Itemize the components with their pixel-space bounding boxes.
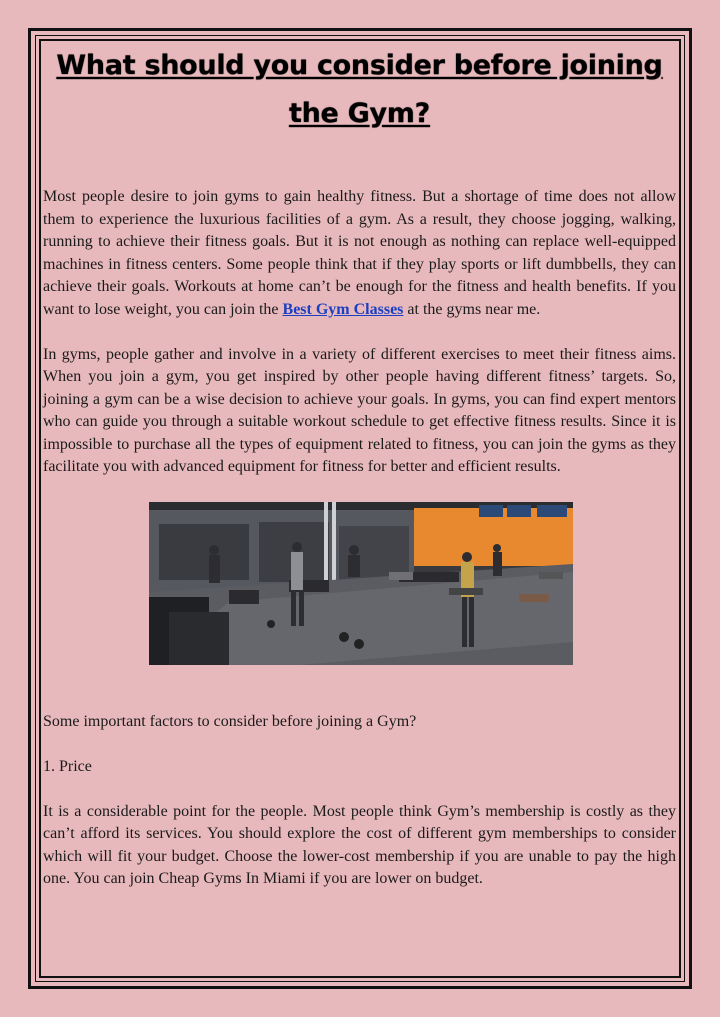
intro-text-end: at the gyms near me. [407, 300, 541, 318]
document-content [43, 42, 676, 891]
page-title: What should you consider before joining the Gym? [56, 50, 663, 129]
factor-price-heading: 1. Price [43, 757, 92, 775]
gym-class-photo [149, 502, 573, 665]
factor-price-text: It is a considerable point for the people. Most people think Gym’s membership is costly as they can’t afford its services. You should explore the cost of different gym memberships to consider which will fit your budget. Choose the lower-cost membership if you are unable to pay the high one. You can join Cheap Gyms In Miami if you are lower on budget. [43, 802, 676, 887]
factors-heading: Some important factors to consider before joining a Gym? [43, 712, 417, 730]
photo-container [43, 479, 676, 711]
gym-benefits-paragraph: In gyms, people gather and involve in a variety of different exercises to meet their fitness aims. When you join a gym, you get inspired by other people having different fitness’ targets. So, joining a gym can be a wise decision to achieve your goals. In gyms, you can find expert mentors who can guide you through a suitable workout schedule to get effective fitness results. Since it is impossible to purchase all the types of equipment related to fitness, you can join the gyms as they facilitate you with advanced equipment for fitness for better and efficient results. [43, 345, 676, 475]
intro-paragraph [43, 186, 676, 321]
best-gym-classes-link[interactable]: Best Gym Classes [282, 300, 404, 318]
intro-text: Most people desire to join gyms to gain healthy fitness. But a shortage of time does not allow them to experience the luxurious facilities of a gym. As a result, they choose jogging, walking, running to achieve their fitness goals. But it is not enough as nothing can replace well-equipped machines in fitness centers. Some people think that if they play sports or lift dumbbells, they can achieve their goals. Workouts at home can’t be enough for the fitness and health benefits. If you want to lose weight, you can join the [43, 188, 676, 318]
document-body [43, 186, 676, 891]
